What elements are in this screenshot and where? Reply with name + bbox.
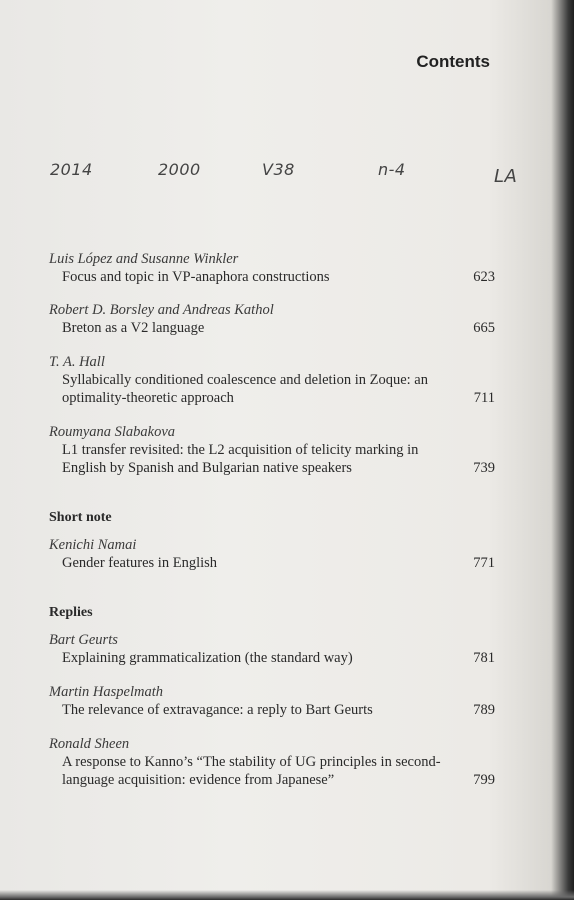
handwritten-note: 2000 — [158, 160, 201, 179]
entry-author: Robert D. Borsley and Andreas Kathol — [49, 302, 274, 318]
toc-entry — [49, 683, 495, 719]
handwritten-note: LA — [494, 166, 518, 187]
handwritten-note: n-4 — [378, 160, 406, 179]
toc-entry — [49, 536, 495, 572]
page-title: Contents — [416, 52, 490, 71]
entry-title: Gender features in English — [62, 555, 218, 571]
entry-author: Bart Geurts — [49, 632, 118, 648]
entry-title: Syllabically conditioned coalescence and deletion in Zoque: an optimality-theoretic approach — [62, 372, 428, 406]
entry-title: The relevance of extravagance: a reply to Bart Geurts — [62, 702, 373, 718]
entry-page-number: 789 — [473, 702, 495, 718]
handwritten-note: V38 — [262, 160, 295, 179]
section-heading: Replies — [49, 605, 93, 620]
entry-author: Ronald Sheen — [49, 736, 130, 752]
toc-entry — [49, 301, 495, 337]
entry-title: A response to Kanno’s “The stability of UG principles in second-language acquisition: evidence from Japanese” — [62, 754, 441, 788]
entry-page-number: 781 — [473, 650, 495, 666]
entry-author: Luis López and Susanne Winkler — [49, 251, 239, 267]
entry-page-number: 739 — [473, 460, 495, 476]
entry-author: T. A. Hall — [49, 354, 105, 370]
entry-page-number: 623 — [473, 269, 495, 285]
toc-entry — [49, 735, 495, 789]
handwritten-note: 2014 — [50, 160, 93, 179]
toc-entry — [49, 250, 495, 286]
entry-page-number: 665 — [473, 320, 495, 336]
entry-title: L1 transfer revisited: the L2 acquisition of telicity marking in English by Spanish and Bulgarian native speakers — [62, 442, 419, 476]
toc-entry — [49, 353, 495, 407]
toc-entry — [49, 423, 495, 477]
entry-author: Martin Haspelmath — [49, 684, 163, 700]
entry-title: Explaining grammaticalization (the standard way) — [62, 650, 353, 666]
entry-page-number: 711 — [473, 390, 495, 406]
toc-entry — [49, 631, 495, 667]
entry-author: Roumyana Slabakova — [49, 424, 176, 440]
entry-page-number: 771 — [473, 555, 495, 571]
page-edge-shadow — [0, 890, 574, 900]
entry-author: Kenichi Namai — [49, 537, 137, 553]
entry-page-number: 799 — [473, 772, 495, 788]
entry-title: Focus and topic in VP-anaphora constructions — [62, 269, 330, 285]
section-heading: Short note — [49, 510, 112, 525]
entry-title: Breton as a V2 language — [62, 320, 205, 336]
